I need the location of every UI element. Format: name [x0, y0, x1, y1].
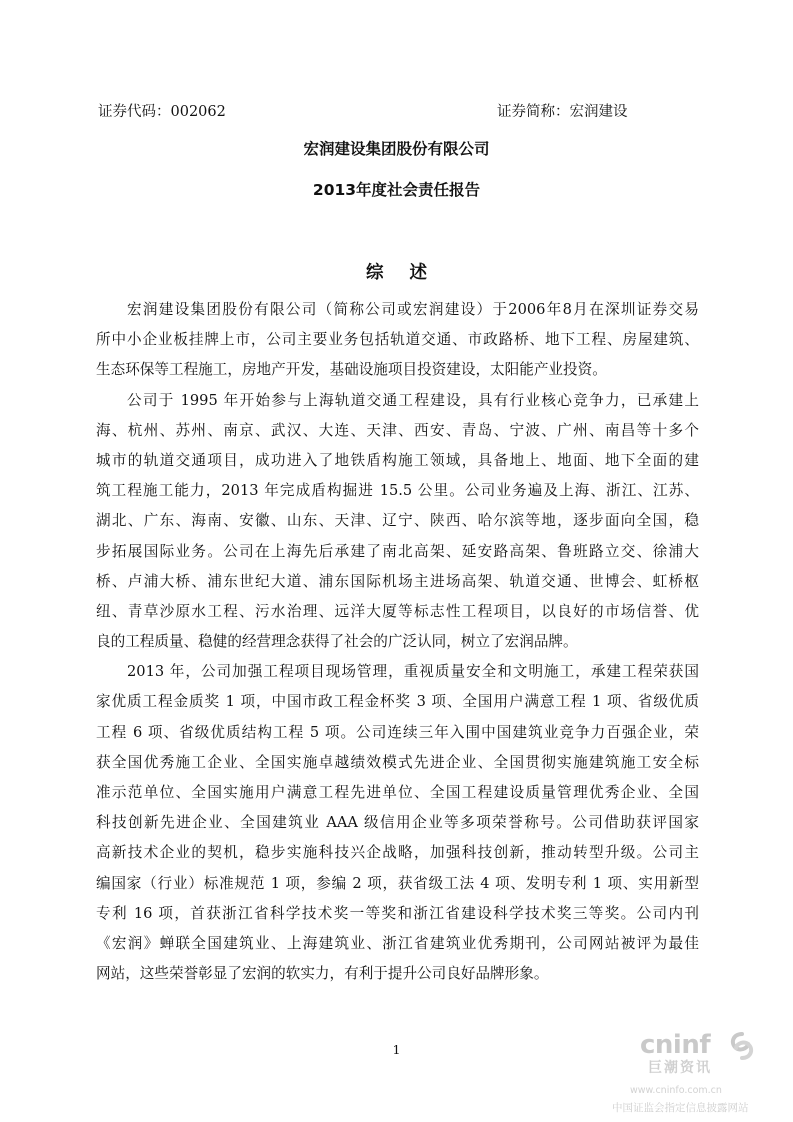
paragraph-line: 宏润建设集团股份有限公司（简称公司或宏润建设）于2006年8月在深圳证券交易: [127, 301, 699, 318]
paragraph-line: 《宏润》蝉联全国建筑业、上海建筑业、浙江省建筑业优秀期刊，公司网站被评为最佳: [96, 934, 699, 952]
paragraph-line: 获全国优秀施工企业、全国实施卓越绩效模式先进企业、全国贯彻实施建筑施工安全标: [96, 753, 699, 771]
paragraph-line: 步拓展国际业务。公司在上海先后承建了南北高架、延安路高架、鲁班路立交、徐浦大: [96, 542, 699, 560]
paragraph-line: 2013 年，公司加强工程项目现场管理，重视质量安全和文明施工，承建工程荣获国: [127, 663, 699, 681]
paragraph-line: 湖北、广东、海南、安徽、山东、天津、辽宁、陕西、哈尔滨等地，逐步面向全国，稳: [96, 512, 699, 530]
stock-code: 证券代码：002062: [98, 104, 226, 120]
paragraph-line: 高新技术企业的契机，稳步实施科技兴企战略，加强科技创新，推动转型升级。公司主: [96, 844, 699, 862]
paragraph-line: 筑工程施工能力，2013 年完成盾构掘进 15.5 公里。公司业务遍及上海、浙江、江苏、: [96, 482, 699, 500]
report-title: 2013年度社会责任报告: [312, 181, 481, 199]
paragraph-line: 生态环保等工程施工，房地产开发，基础设施项目投资建设，太阳能产业投资。: [96, 361, 607, 379]
watermark-url: www.cninfo.com.cn: [630, 1085, 722, 1096]
page-number: 1: [392, 1042, 401, 1057]
company-name: 宏润建设集团股份有限公司: [303, 140, 490, 158]
paragraph-line: 纽、青草沙原水工程、污水治理、远洋大厦等标志性工程项目，以良好的市场信誉、优: [96, 602, 699, 620]
watermark-logo-text: cninf: [640, 1030, 711, 1060]
paragraph-line: 家优质工程金质奖 1 项，中国市政工程金杯奖 3 项、全国用户满意工程 1 项、省级优质: [96, 693, 699, 711]
paragraph-line: 编国家（行业）标准规范 1 项，参编 2 项，获省级工法 4 项、发明专利 1 项、实用新型: [96, 874, 699, 892]
watermark-chinese-name: 巨潮资讯: [648, 1060, 712, 1076]
paragraph-line: 准示范单位、全国实施用户满意工程先进单位、全国工程建设质量管理优秀企业、全国: [96, 784, 699, 801]
paragraph-line: 桥、卢浦大桥、浦东世纪大道、浦东国际机场主进场高架、轨道交通、世博会、虹桥枢: [96, 572, 699, 590]
paragraph-line: 海、杭州、苏州、南京、武汉、大连、天津、西安、青岛、宁波、广州、南昌等十多个: [96, 421, 699, 439]
section-heading: 综 述: [365, 263, 438, 283]
paragraph-line: 科技创新先进企业、全国建筑业 AAA 级信用企业等多项荣誉称号。公司借助获评国家: [96, 814, 699, 832]
paragraph-line: 网站，这些荣誉彰显了宏润的软实力，有利于提升公司良好品牌形象。: [96, 965, 549, 983]
paragraph-line: 专利 16 项，首获浙江省科学技术奖一等奖和浙江省建设科学技术奖三等奖。公司内刊: [96, 904, 699, 922]
document-body: [96, 295, 699, 989]
cninfo-swirl-icon: [727, 1031, 757, 1061]
cninfo-watermark: [600, 1020, 793, 1122]
paragraph-line: 良的工程质量、稳健的经营理念获得了社会的广泛认同，树立了宏润品牌。: [96, 633, 578, 651]
paragraph-line: 工程 6 项、省级优质结构工程 5 项。公司连续三年入围中国建筑业竞争力百强企业，荣: [96, 723, 699, 741]
paragraph-line: 所中小企业板挂牌上市，公司主要业务包括轨道交通、市政路桥、地下工程、房屋建筑、: [96, 331, 699, 349]
stock-abbreviation: 证券简称：宏润建设: [497, 104, 628, 120]
paragraph-line: 公司于 1995 年开始参与上海轨道交通工程建设，具有行业核心竞争力，已承建上: [127, 391, 699, 409]
paragraph-line: 城市的轨道交通项目，成功进入了地铁盾构施工领域，具备地上、地面、地下全面的建: [96, 451, 699, 469]
watermark-description: 中国证监会指定信息披露网站: [612, 1102, 749, 1114]
